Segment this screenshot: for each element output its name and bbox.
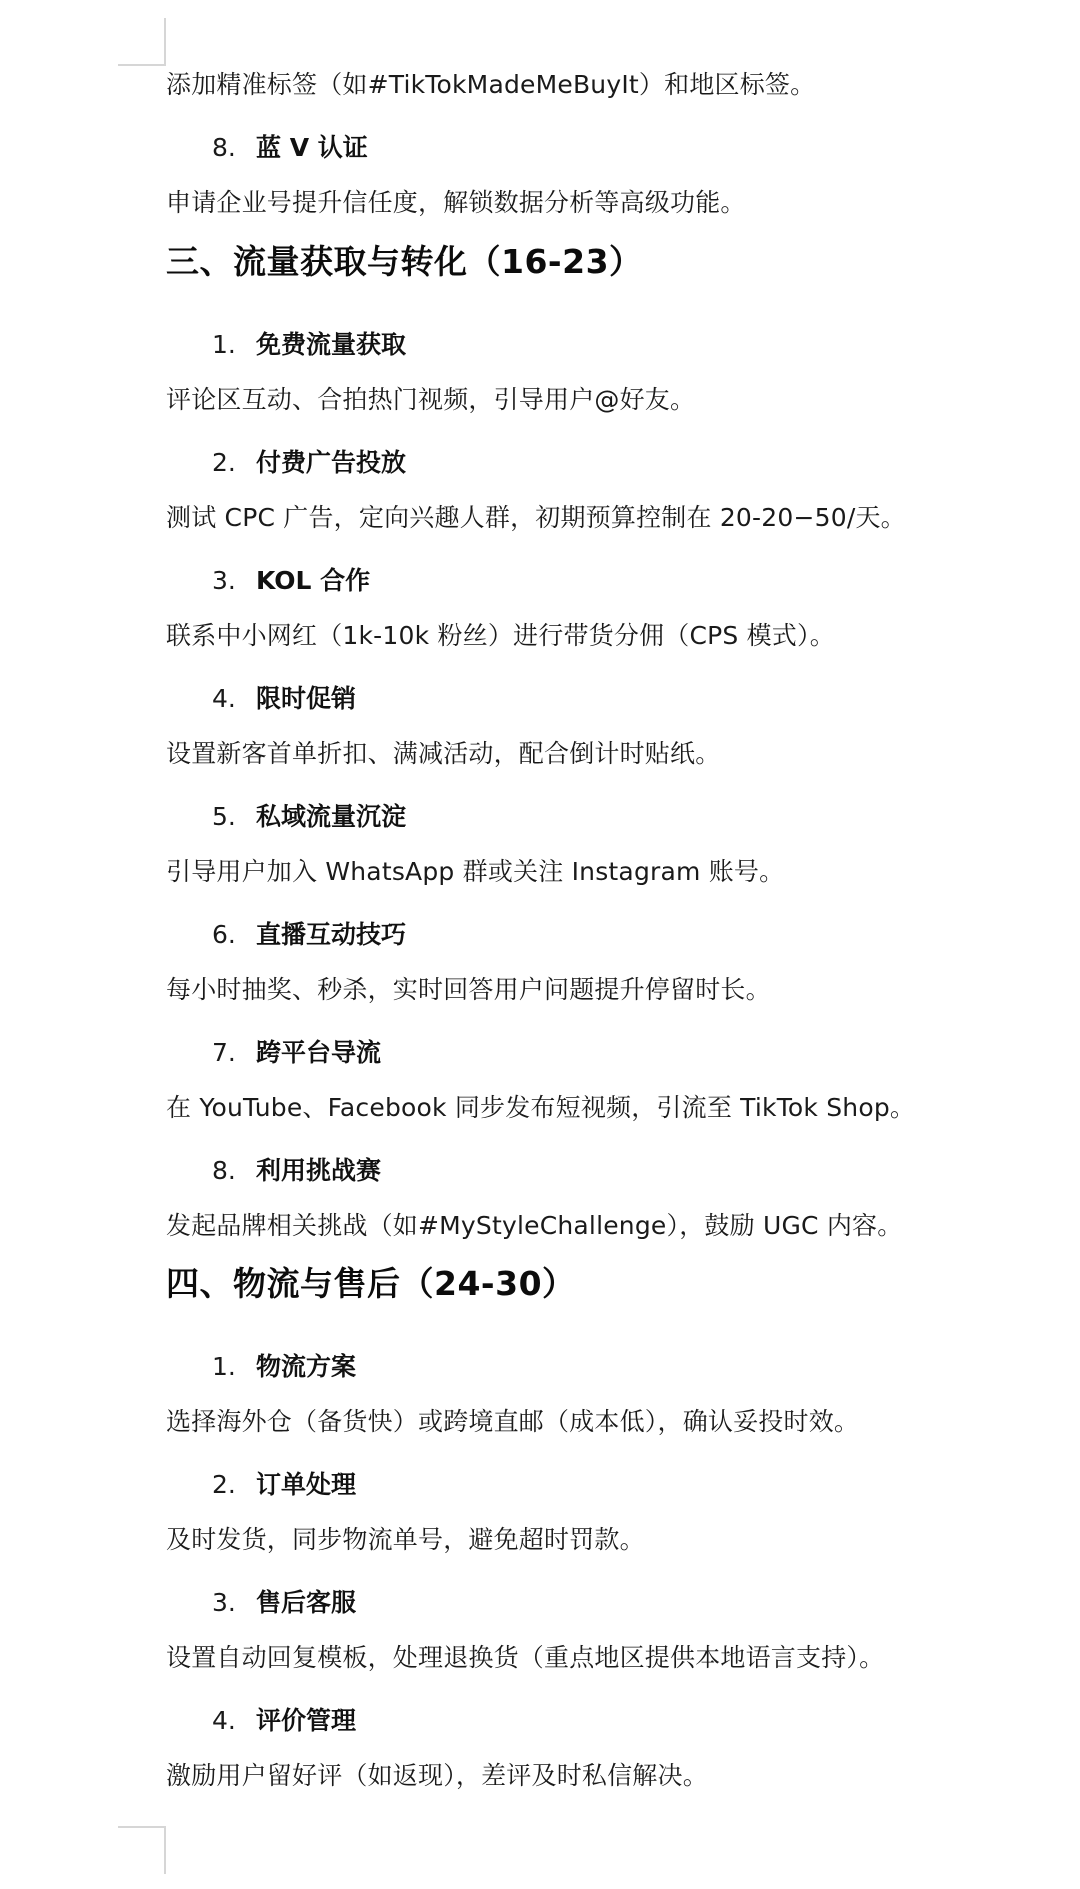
section-4-item-4 — [212, 1704, 356, 1738]
item-label: 直播互动技巧 — [256, 920, 407, 949]
item-number: 1. — [212, 1352, 236, 1381]
section-4-item-1-description: 选择海外仓（备货快）或跨境直邮（成本低），确认妥投时效。 — [166, 1407, 860, 1436]
section-3-title: 三、流量获取与转化（16-23） — [166, 242, 643, 281]
item-number: 8. — [212, 1156, 236, 1185]
top-item-heading — [212, 131, 368, 165]
section-3-item-2-description: 测试 CPC 广告，定向兴趣人群，初期预算控制在 20-20−50/天。 — [166, 503, 906, 532]
section-3-item-6 — [212, 918, 406, 952]
item-label: KOL 合作 — [256, 566, 371, 595]
item-label: 售后客服 — [256, 1588, 357, 1617]
section-3-item-3-description: 联系中小网红（1k-10k 粉丝）进行带货分佣（CPS 模式）。 — [166, 621, 835, 650]
section-3-item-6-description: 每小时抽奖、秒杀，实时回答用户问题提升停留时长。 — [166, 975, 771, 1004]
section-4-title: 四、物流与售后（24-30） — [166, 1264, 576, 1303]
section-3-item-5-description: 引导用户加入 WhatsApp 群或关注 Instagram 账号。 — [166, 857, 785, 886]
item-label: 蓝 V 认证 — [256, 133, 368, 162]
section-3-item-1 — [212, 328, 406, 362]
page-corner-mark-bottom — [118, 1826, 166, 1874]
item-number: 4. — [212, 684, 236, 713]
section-3-item-2 — [212, 446, 406, 480]
section-4-item-3-description: 设置自动回复模板，处理退换货（重点地区提供本地语言支持）。 — [166, 1643, 885, 1672]
item-label: 跨平台导流 — [256, 1038, 382, 1067]
section-3-item-4 — [212, 682, 356, 716]
section-3-item-8-description: 发起品牌相关挑战（如#MyStyleChallenge），鼓励 UGC 内容。 — [166, 1211, 903, 1240]
section-3-item-7-description: 在 YouTube、Facebook 同步发布短视频，引流至 TikTok Shop。 — [166, 1093, 916, 1122]
item-label: 订单处理 — [256, 1470, 357, 1499]
section-4-item-1 — [212, 1350, 356, 1384]
page-corner-mark-top — [118, 18, 166, 66]
section-3-item-8 — [212, 1154, 381, 1188]
section-4-item-3 — [212, 1586, 356, 1620]
item-label: 免费流量获取 — [256, 330, 407, 359]
item-number: 5. — [212, 802, 236, 831]
section-3-item-1-description: 评论区互动、合拍热门视频，引导用户@好友。 — [166, 385, 696, 414]
section-4-item-4-description: 激励用户留好评（如返现），差评及时私信解决。 — [166, 1761, 708, 1790]
section-4-item-2 — [212, 1468, 356, 1502]
item-number: 2. — [212, 448, 236, 477]
section-3-item-3 — [212, 564, 370, 598]
section-3-item-4-description: 设置新客首单折扣、满减活动，配合倒计时贴纸。 — [166, 739, 721, 768]
item-label: 物流方案 — [256, 1352, 357, 1381]
item-number: 7. — [212, 1038, 236, 1067]
item-label: 私域流量沉淀 — [256, 802, 407, 831]
item-label: 付费广告投放 — [256, 448, 407, 477]
item-label: 评价管理 — [256, 1706, 357, 1735]
section-3-item-7 — [212, 1036, 381, 1070]
item-label: 限时促销 — [256, 684, 357, 713]
section-3-item-5 — [212, 800, 406, 834]
item-number: 6. — [212, 920, 236, 949]
item-number: 3. — [212, 566, 236, 595]
item-number: 4. — [212, 1706, 236, 1735]
item-number: 3. — [212, 1588, 236, 1617]
item-number: 2. — [212, 1470, 236, 1499]
section-4-item-2-description: 及时发货，同步物流单号，避免超时罚款。 — [166, 1525, 645, 1554]
top-item-description: 申请企业号提升信任度，解锁数据分析等高级功能。 — [166, 188, 746, 217]
item-label: 利用挑战赛 — [256, 1156, 382, 1185]
item-number: 1. — [212, 330, 236, 359]
top-paragraph: 添加精准标签（如#TikTokMadeMeBuyIt）和地区标签。 — [166, 70, 816, 99]
item-number: 8. — [212, 133, 236, 162]
